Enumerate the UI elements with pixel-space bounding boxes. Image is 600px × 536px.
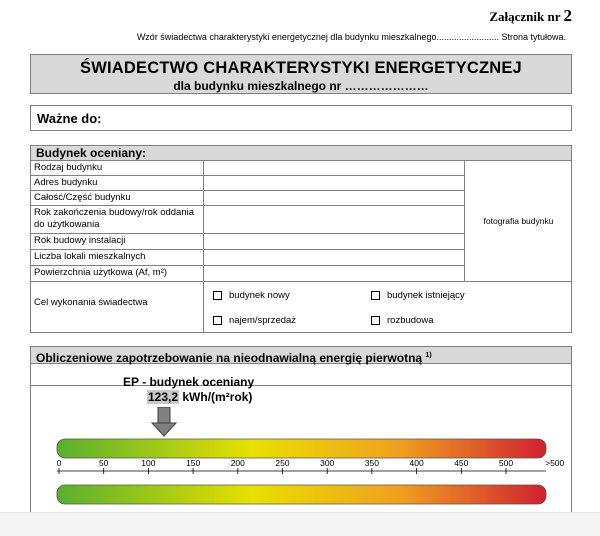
valid-until-label: Ważne do: <box>37 111 102 126</box>
energy-scale <box>31 431 571 511</box>
purpose-row <box>31 282 571 333</box>
building-heading: Budynek oceniany: <box>31 146 571 161</box>
checkbox-label: budynek nowy <box>229 290 290 301</box>
scale-tick-label: 50 <box>98 458 109 468</box>
checkbox-icon[interactable] <box>213 291 222 300</box>
checkbox-rent-sale[interactable] <box>213 315 296 326</box>
scale-bar-bottom <box>57 485 546 504</box>
checkbox-existing-building[interactable] <box>371 290 465 301</box>
table-row <box>31 206 464 234</box>
row-label-completion-year: Rok zakończenia budowy/rok oddania do użytkowania <box>31 206 204 233</box>
building-type-field[interactable] <box>204 161 464 175</box>
page-bottom-strip <box>0 512 600 536</box>
scale-tick-label: 100 <box>141 458 156 468</box>
table-row <box>31 250 464 266</box>
checkbox-extension[interactable] <box>371 315 433 326</box>
certificate-title: ŚWIADECTWO CHARAKTERYSTYKI ENERGETYCZNEJ <box>80 59 522 77</box>
usable-area-field[interactable] <box>204 266 464 281</box>
scale-tick-label: 300 <box>320 458 335 468</box>
scale-tick-label: 500 <box>498 458 514 468</box>
scale-tick-label: 400 <box>409 458 424 468</box>
checkbox-icon[interactable] <box>371 291 380 300</box>
certificate-subtitle: dla budynku mieszkalnego nr ………………… <box>173 79 429 93</box>
ep-value <box>147 390 252 404</box>
installation-year-field[interactable] <box>204 234 464 249</box>
ep-label: EP - budynek oceniany <box>123 375 255 389</box>
energy-demand-heading <box>31 347 571 364</box>
scale-tick-label: 150 <box>186 458 201 468</box>
scale-tick-label: 200 <box>230 458 245 468</box>
building-photo-placeholder[interactable] <box>464 161 572 282</box>
table-row <box>31 266 464 282</box>
annex-number: 2 <box>563 6 572 25</box>
checkbox-new-building[interactable] <box>213 290 290 301</box>
building-section <box>30 145 572 333</box>
row-label-address: Adres budynku <box>31 176 204 190</box>
photo-label: fotografia budynku <box>483 216 554 226</box>
table-row <box>31 234 464 250</box>
ep-unit: kWh/(m²rok) <box>179 390 253 404</box>
annex-text: Załącznik nr <box>489 9 561 24</box>
row-label-building-type: Rodzaj budynku <box>31 161 204 175</box>
checkbox-icon[interactable] <box>213 316 222 325</box>
checkbox-label: budynek istniejący <box>387 290 465 301</box>
completion-year-field[interactable] <box>204 206 464 233</box>
row-label-apartments-count: Liczba lokali mieszkalnych <box>31 250 204 265</box>
row-label-usable-area: Powierzchnia użytkowa (Af, m²) <box>31 266 204 281</box>
row-label-whole-part: Całość/Część budynku <box>31 191 204 205</box>
scale-tick-label: 250 <box>275 458 290 468</box>
document-subtitle: Wzór świadectwa charakterystyki energetycznej dla budynku mieszkalnego......................... Strona tytułowa. <box>136 32 566 42</box>
apartments-count-field[interactable] <box>204 250 464 265</box>
annex-label <box>489 6 572 26</box>
scale-bar-top <box>57 439 546 458</box>
table-row <box>31 191 464 206</box>
whole-part-field[interactable] <box>204 191 464 205</box>
row-label-installation-year: Rok budowy instalacji <box>31 234 204 249</box>
footnote-marker: 1) <box>425 352 432 359</box>
address-field[interactable] <box>204 176 464 190</box>
blank-band <box>31 364 571 386</box>
building-rows <box>31 161 464 282</box>
checkbox-label: rozbudowa <box>387 315 434 326</box>
energy-demand-section <box>30 346 572 521</box>
ep-number: 123,2 <box>148 390 179 404</box>
certificate-title-box <box>30 54 572 94</box>
scale-ticks <box>57 458 565 474</box>
scale-tick-label: 350 <box>364 458 379 468</box>
valid-until-field[interactable] <box>30 105 572 131</box>
scale-tick-label: 450 <box>454 458 469 468</box>
purpose-label: Cel wykonania świadectwa <box>31 282 204 333</box>
scale-tick-label: >500 <box>545 458 565 468</box>
table-row <box>31 161 464 176</box>
scale-tick-label: 0 <box>56 458 62 468</box>
checkbox-icon[interactable] <box>371 316 380 325</box>
energy-demand-heading-text: Obliczeniowe zapotrzebowanie na nieodnawialną energię pierwotną <box>36 351 423 365</box>
table-row <box>31 176 464 191</box>
checkbox-label: najem/sprzedaż <box>229 315 297 326</box>
